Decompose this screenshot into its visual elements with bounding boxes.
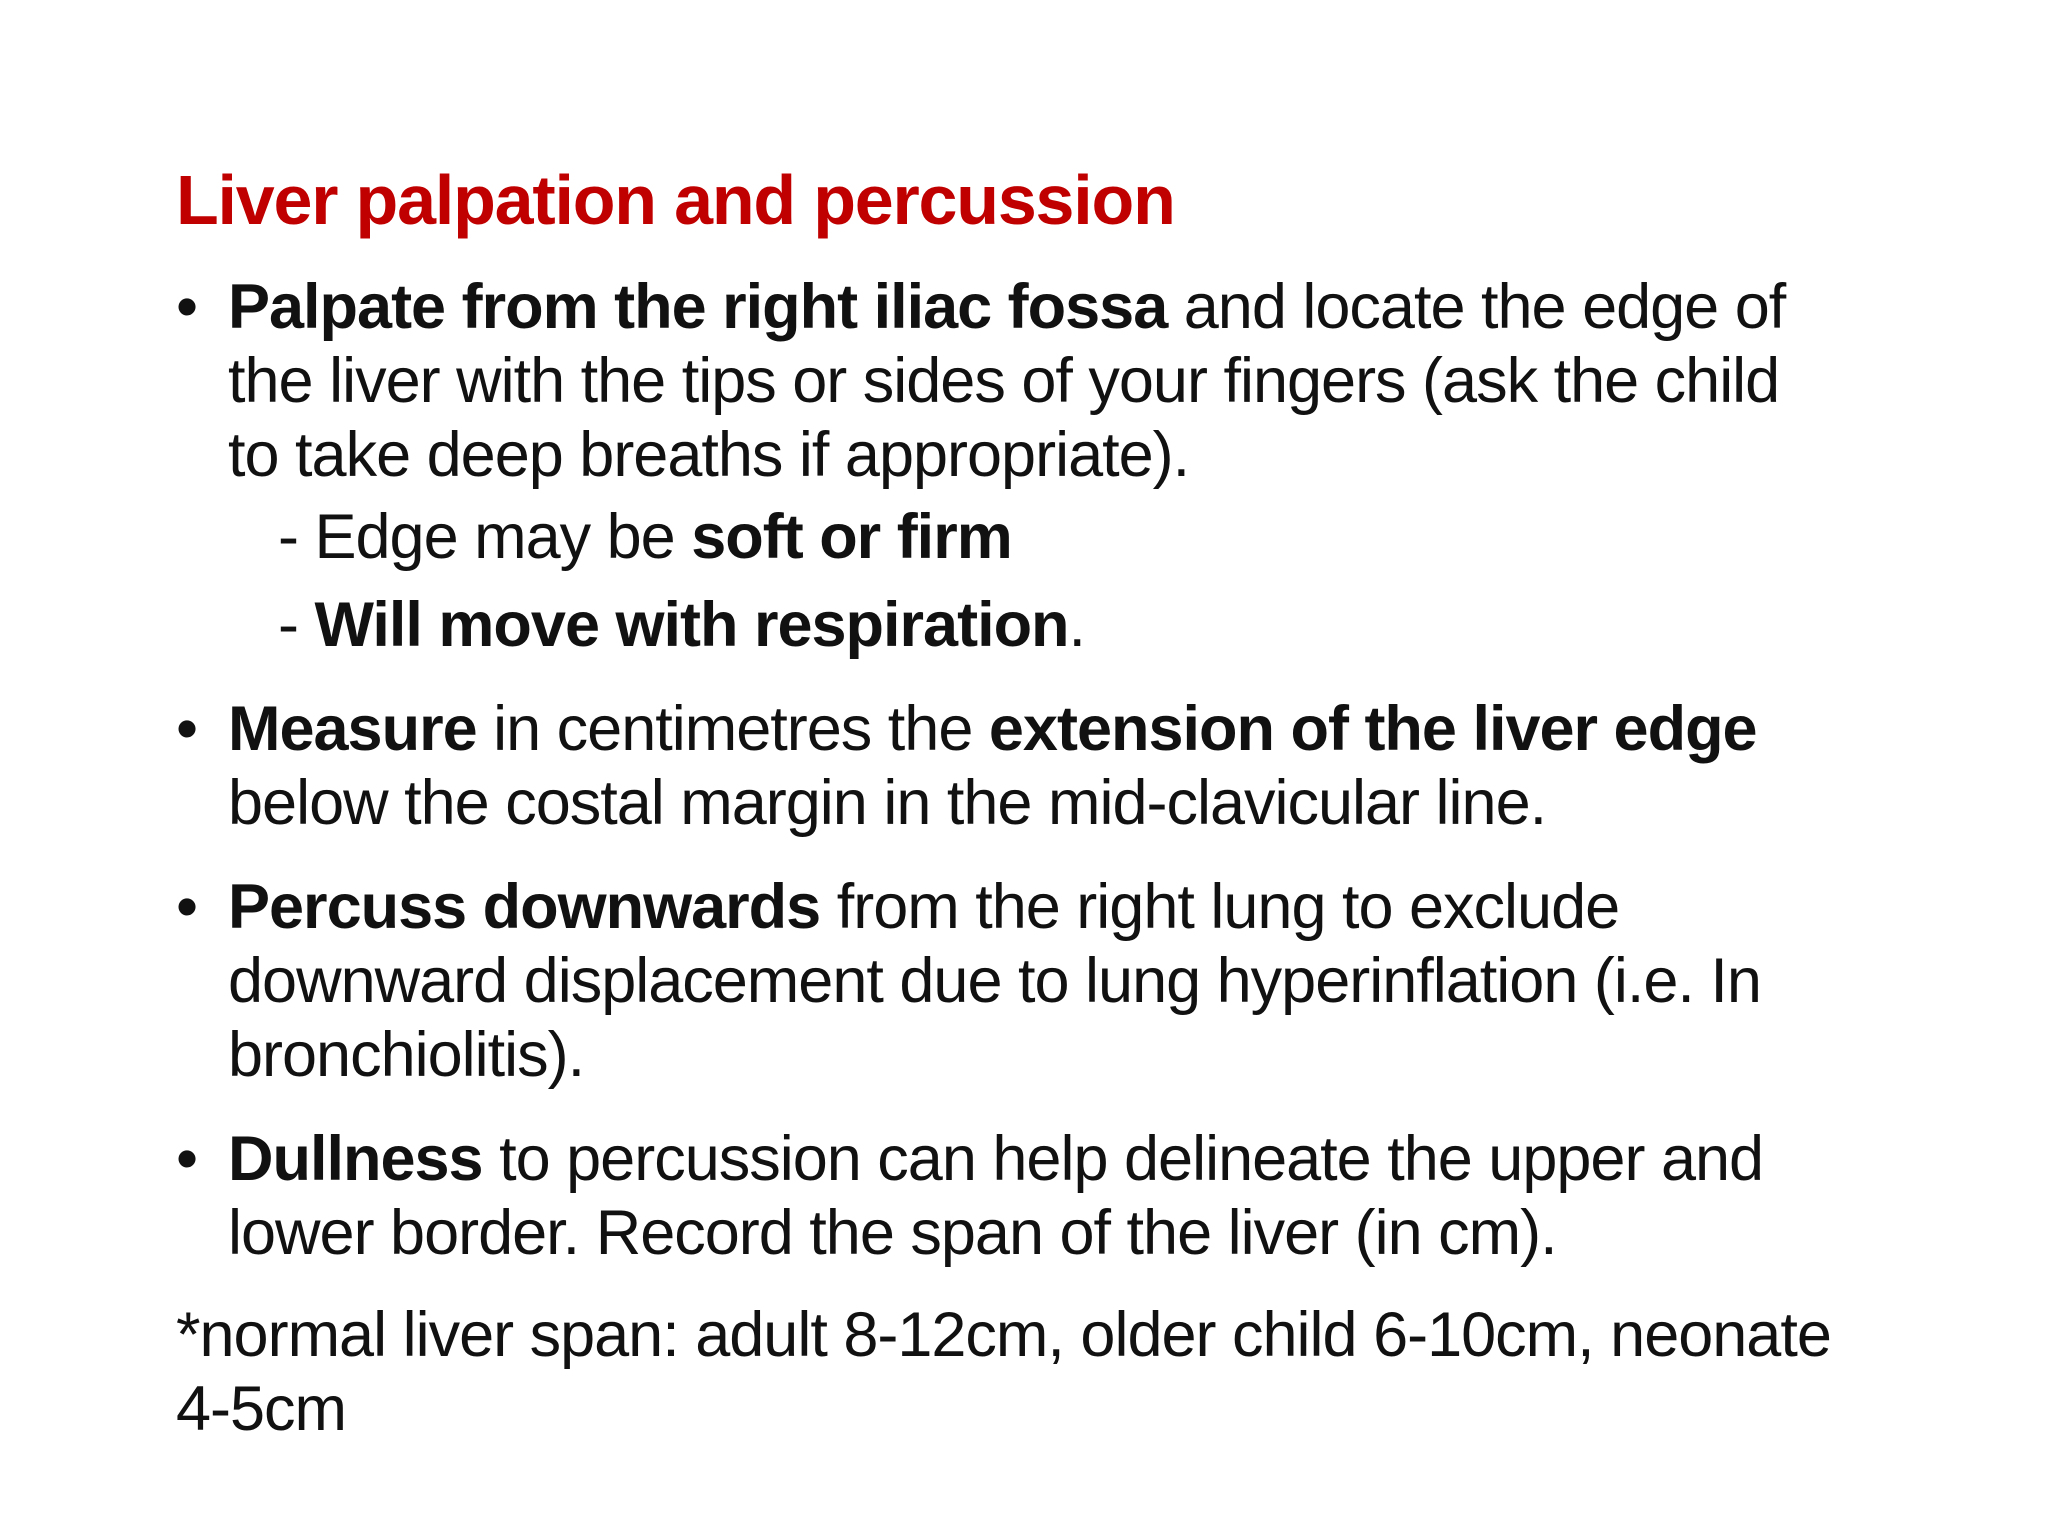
body-text: . [1068,590,1086,660]
body-text: below the costal margin in the mid-clavicular line. [228,768,1547,838]
footnote-liver-span: *normal liver span: adult 8-12cm, older child 6-10cm, neonate 4-5cm [176,1300,1831,1444]
bold-text: Measure [228,694,477,764]
body-text: - Edge may be [278,502,692,572]
sub-item-edge [278,500,1836,574]
body-text: in centimetres the [476,694,989,764]
bullet-percuss [176,870,1836,1092]
bold-text: extension of the liver edge [988,694,1757,764]
body-text: to percussion can help delineate the upper and lower border. Record the span of the liver (in cm). [228,1124,1764,1268]
bullet-marker: • [176,1124,198,1194]
bullet-palpate [176,270,1836,492]
bullet-dullness [176,1122,1836,1270]
slide-title: Liver palpation and percussion [176,161,1175,239]
body-text: from the right lung to exclude downward displacement due to lung hyperinflation (i.e. In bronchiolitis). [228,872,1761,1090]
slide-body [176,270,1836,1509]
sub-list [176,500,1836,662]
bold-text: Will move with respiration [314,590,1069,660]
bold-text: Dullness [228,1124,483,1194]
body-text: - [278,590,315,660]
sub-item-respiration [278,588,1836,662]
bullet-marker: • [176,694,198,764]
bullet-marker: • [176,272,198,342]
bold-text: soft or firm [691,502,1012,572]
bullet-measure [176,692,1836,840]
body-text: and locate the edge of the liver with the tips or sides of your fingers (ask the child to take deep breaths if appropriate). [228,272,1786,490]
bold-text: Palpate from the right iliac fossa [228,272,1168,342]
bullet-marker: • [176,872,198,942]
bold-text: Percuss downwards [228,872,821,942]
